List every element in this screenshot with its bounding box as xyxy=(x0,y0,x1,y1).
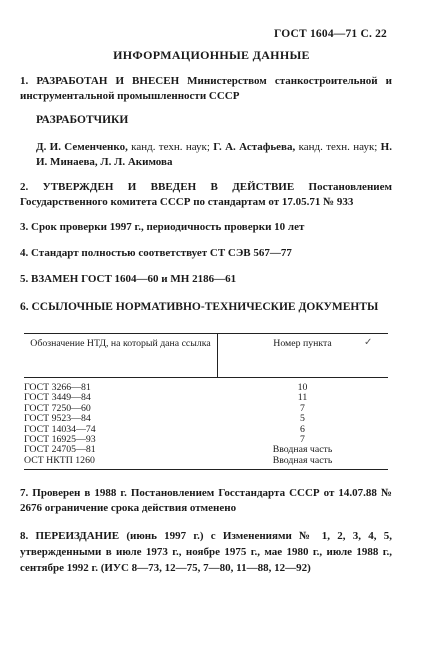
section-7 xyxy=(20,486,392,516)
table-cell-item: Вводная часть xyxy=(272,454,333,466)
section-3 xyxy=(20,220,392,235)
column-header-item: Номер пункта xyxy=(273,338,332,349)
table-cell-document: ГОСТ 14034—74 xyxy=(24,423,96,435)
section-7-number: 7. xyxy=(20,487,29,499)
table-cell-document: ГОСТ 3266—81 xyxy=(24,382,91,393)
section-5-text: ВЗАМЕН ГОСТ 1604—60 и МН 2186—61 xyxy=(31,273,237,285)
author-2: Г. А. Астафьева, xyxy=(209,141,296,153)
section-7-text: Проверен в 1988 г. Постановлением Госстандарта СССР от 14.07.88 № 2676 ограничение срока действия отменено xyxy=(20,487,393,514)
section-4-number: 4. xyxy=(20,247,29,259)
developers-list xyxy=(36,140,392,170)
section-4-text: Стандарт полностью соответствует СТ СЭВ 567—77 xyxy=(31,247,292,259)
table-cell-document: ГОСТ 3449—84 xyxy=(24,392,91,404)
author-1: Д. И. Семенченко, xyxy=(36,141,128,153)
table-cell-item: 11 xyxy=(297,392,308,404)
section-2 xyxy=(20,180,392,210)
section-6-number: 6. xyxy=(20,301,29,313)
author-3: Н. И. Минаева, Л. Л. Акимова xyxy=(36,141,392,168)
developers-heading: РАЗРАБОТЧИКИ xyxy=(36,114,129,126)
table-header-rule xyxy=(24,377,388,378)
table-cell-document: ГОСТ 24705—81 xyxy=(24,444,96,456)
table-cell-document: ГОСТ 9523—84 xyxy=(24,413,91,425)
section-8 xyxy=(20,528,392,576)
table-cell-document: ОСТ НКТП 1260 xyxy=(24,454,95,466)
table-body xyxy=(24,383,388,466)
check-mark: ✓ xyxy=(364,337,373,348)
page-title: ИНФОРМАЦИОННЫЕ ДАННЫЕ xyxy=(113,48,310,62)
table-cell-item: 10 xyxy=(297,382,308,393)
section-3-number: 3. xyxy=(20,221,29,233)
table-top-rule xyxy=(24,333,388,334)
author-1-title: канд. техн. наук; xyxy=(127,141,210,153)
section-8-text: (июнь 1997 г.) с Изменениями № 1, 2, 3, 4, 5, утвержденными в июле 1973 г., ноябре 1975 г., мае 1980 г., июле 1988 г., сентябре 1992 г. (ИУС 8—73, 12—75, 7—80, 11—88, 12—92) xyxy=(20,530,393,574)
table-bottom-rule xyxy=(24,469,388,470)
section-6 xyxy=(20,300,392,315)
section-5-number: 5. xyxy=(20,273,29,285)
table-row xyxy=(24,456,388,466)
section-2-text: Постановлением Государственного комитета СССР по стандартам от 17.05.71 № 933 xyxy=(20,181,392,208)
table-cell-document: ГОСТ 7250—60 xyxy=(24,402,91,414)
section-8-lead: ПЕРЕИЗДАНИЕ xyxy=(35,530,120,542)
section-6-text: ССЫЛОЧНЫЕ НОРМАТИВНО-ТЕХНИЧЕСКИЕ ДОКУМЕНТЫ xyxy=(31,301,379,313)
section-2-lead: УТВЕРЖДЕН И ВВЕДЕН В ДЕЙСТВИЕ xyxy=(42,181,295,193)
page-header: ГОСТ 1604—71 С. 22 xyxy=(274,28,387,40)
section-4 xyxy=(20,246,392,261)
section-1-text: Министерством станкостроительной и инструментальной промышленности СССР xyxy=(20,75,393,102)
section-1 xyxy=(20,74,392,104)
author-2-title: канд. техн. наук; xyxy=(295,141,378,153)
table-cell-item: 5 xyxy=(300,413,305,425)
table-cell-item: Вводная часть xyxy=(272,444,333,456)
section-3-text: Срок проверки 1997 г., периодичность проверки 10 лет xyxy=(31,221,305,233)
section-5 xyxy=(20,272,392,287)
column-header-document: Обозначение НТД, на который дана ссылка xyxy=(30,338,211,349)
section-1-lead: РАЗРАБОТАН И ВНЕСЕН xyxy=(36,75,180,87)
table-row xyxy=(24,414,388,424)
table-cell-item: 6 xyxy=(300,423,305,435)
table-cell-item: 7 xyxy=(300,433,305,445)
table-cell-item: 7 xyxy=(300,402,305,414)
section-2-number: 2. xyxy=(20,181,29,193)
section-8-number: 8. xyxy=(20,530,29,542)
table-cell-document: ГОСТ 16925—93 xyxy=(24,433,96,445)
section-1-number: 1. xyxy=(20,75,29,87)
